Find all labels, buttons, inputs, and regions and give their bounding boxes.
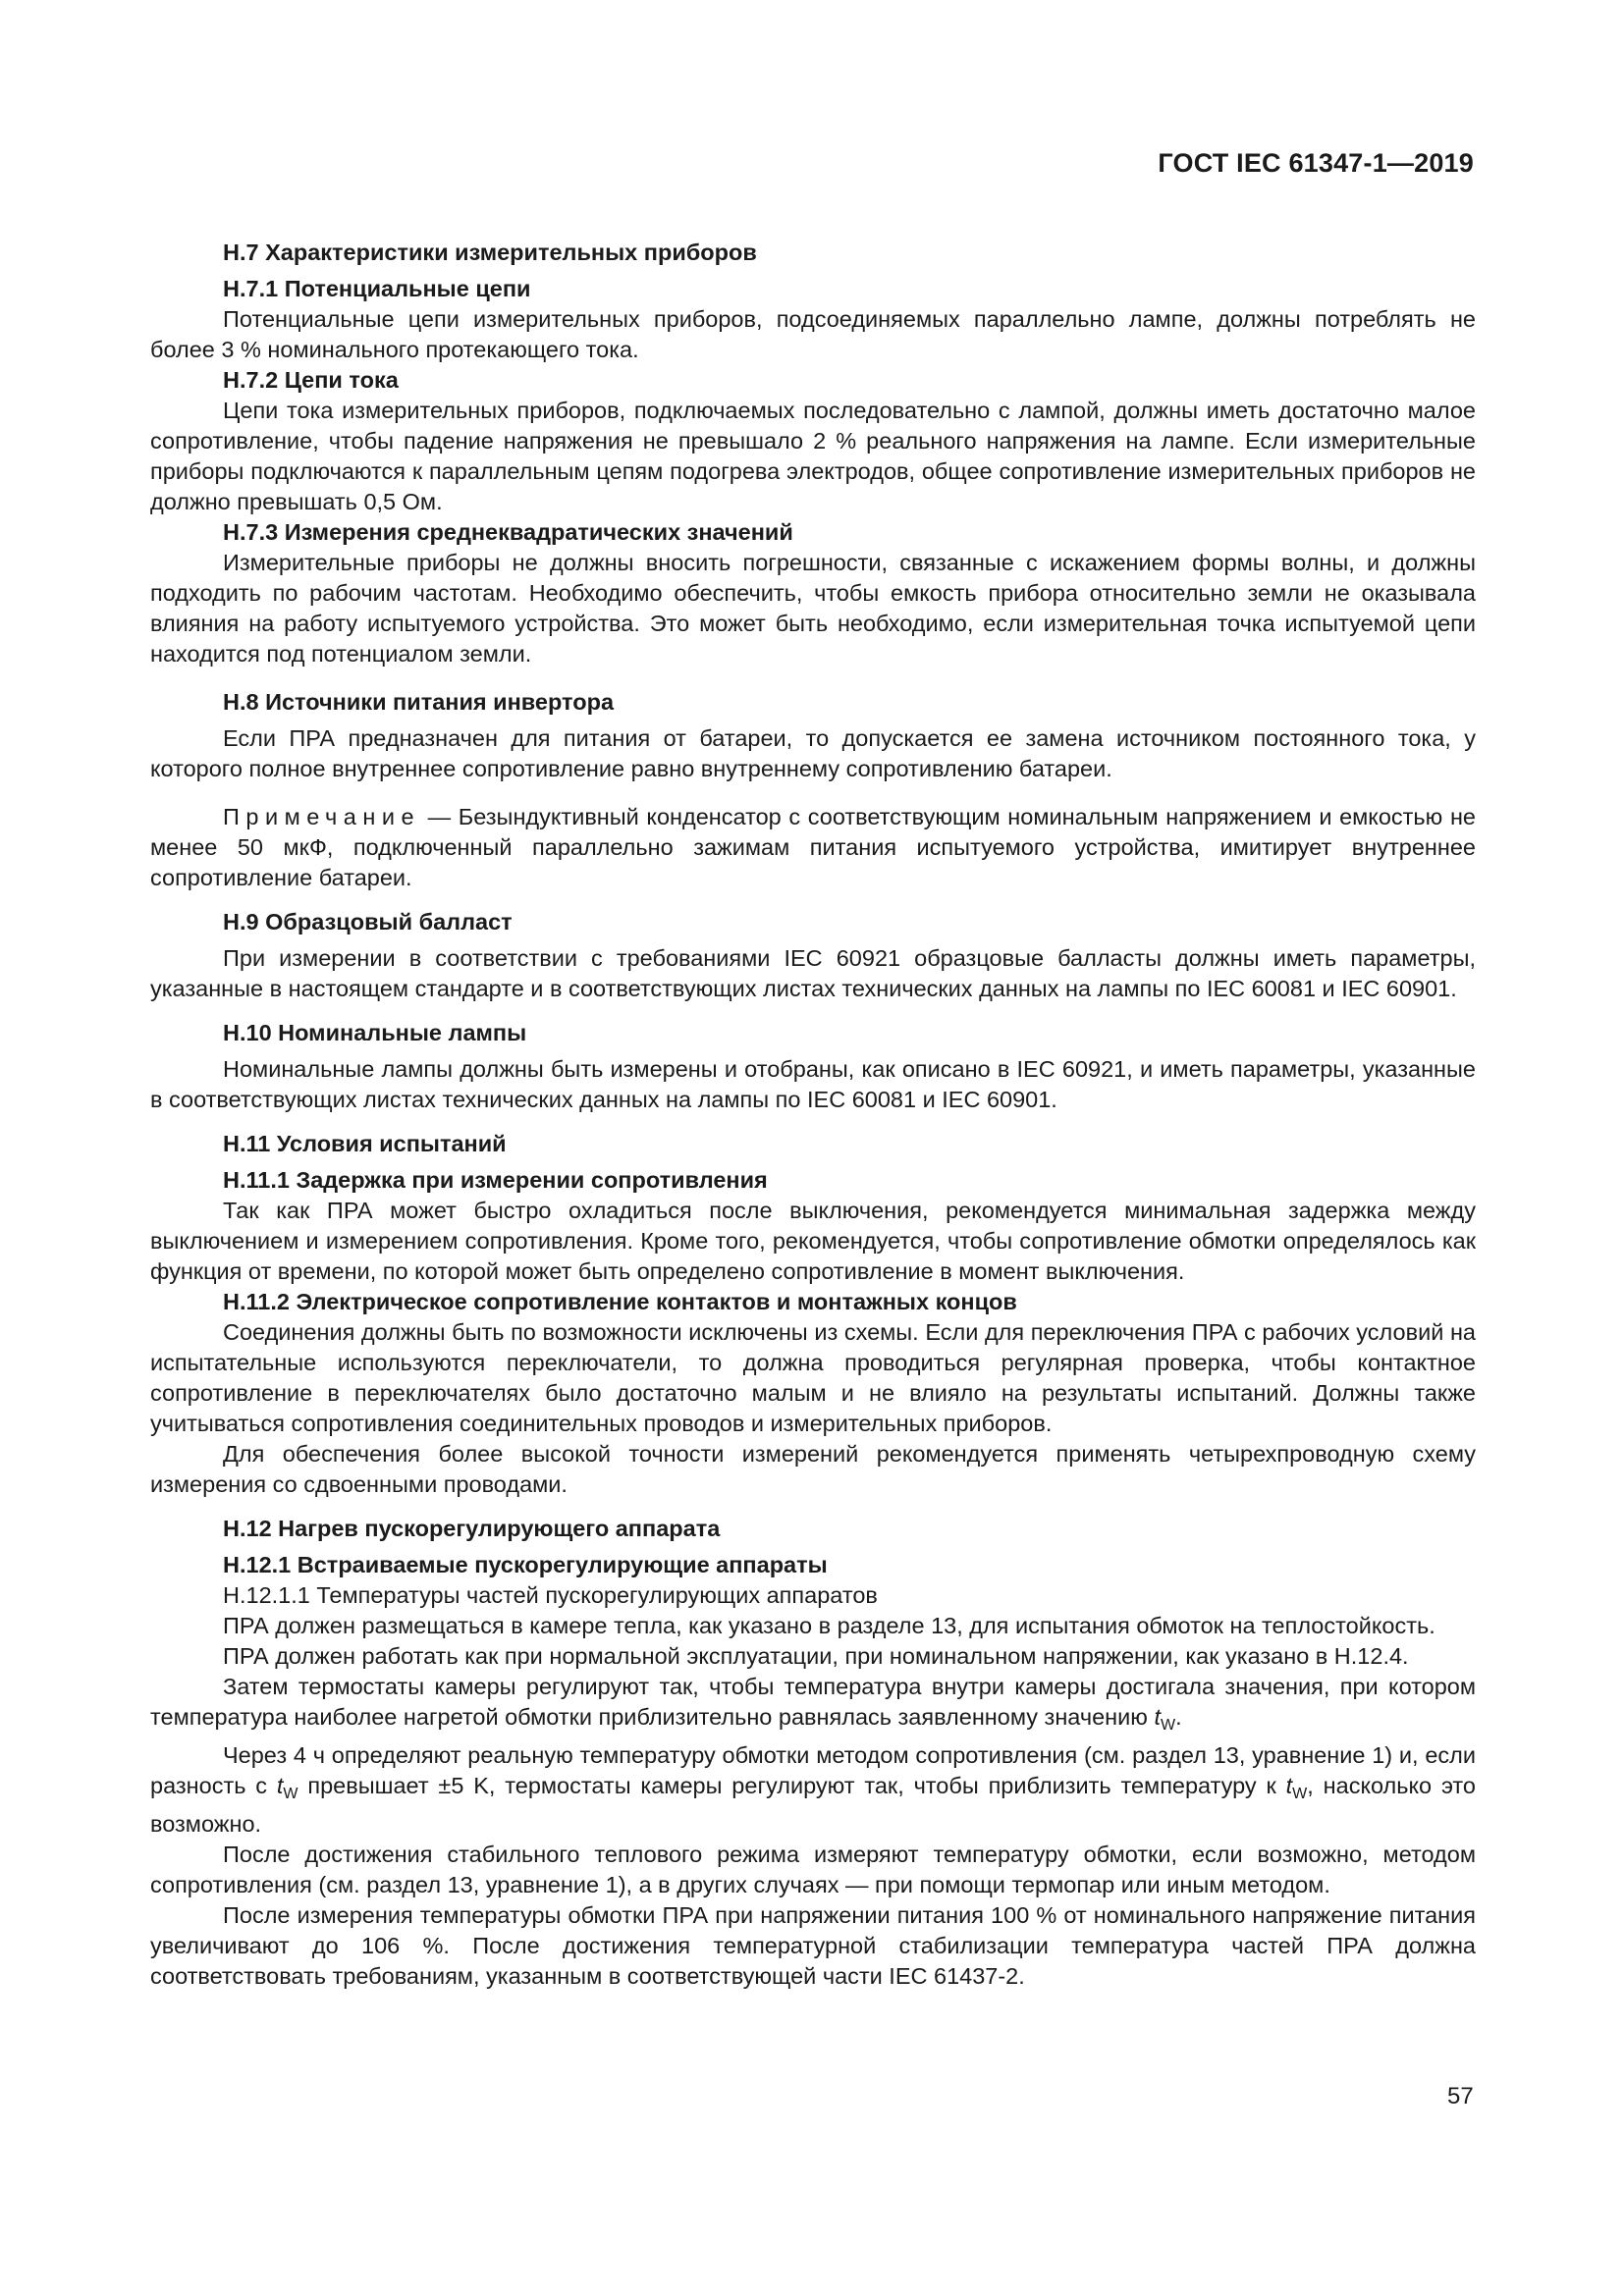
section-h8-title: Н.8 Источники питания инвертора xyxy=(223,689,615,715)
document-standard-header: ГОСТ IEC 61347-1—2019 xyxy=(1158,148,1474,178)
section-h12-1-1-title: Н.12.1.1 Температуры частей пускорегулирующих аппаратов xyxy=(223,1582,878,1608)
text-run: , насколько это возможно. xyxy=(150,1773,1476,1837)
text-run: . xyxy=(1175,1704,1182,1730)
paragraph: ПРА должен размещаться в камере тепла, как указано в разделе 13, для испытания обмоток на теплостойкость. xyxy=(223,1613,1435,1638)
note-paragraph xyxy=(150,802,1476,893)
section-h11-2-title: Н.11.2 Электрическое сопротивление контактов и монтажных концов xyxy=(223,1289,1017,1314)
paragraph: Соединения должны быть по возможности исключены из схемы. Если для переключения ПРА с рабочих условий на испытательные используются переключатели, то должна проводиться регулярная проверка, чтобы контактное сопротивление в переключателях было достаточно малым и не влияло на результаты испытаний. Должны также учитываться сопротивления соединительных проводов и измерительных приборов. xyxy=(150,1319,1476,1436)
text-run: Затем термостаты камеры регулируют так, чтобы температура внутри камеры достигала значения, при котором температура наиболее нагретой обмотки приблизительно равнялась заявленному значению xyxy=(150,1674,1476,1730)
section-h11-1-title: Н.11.1 Задержка при измерении сопротивления xyxy=(223,1167,768,1193)
paragraph: Потенциальные цепи измерительных приборов, подсоединяемых параллельно лампе, должны потреблять не более 3 % номинального протекающего тока. xyxy=(150,306,1476,362)
page-content xyxy=(150,224,1476,1992)
text-run: Через 4 ч определяют реальную температуру обмотки методом сопротивления (см. раздел 13, уравнение 1) и, если разность с xyxy=(150,1742,1476,1798)
paragraph-tw xyxy=(150,1740,1476,1840)
paragraph: После достижения стабильного теплового режима измеряют температуру обмотки, если возможно, методом сопротивления (см. раздел 13, уравнение 1), а в других случаях — при помощи термопар или иным методом. xyxy=(150,1842,1476,1897)
section-h9-title: Н.9 Образцовый балласт xyxy=(223,909,513,934)
paragraph: Для обеспечения более высокой точности измерений рекомендуется применять четырехпроводную схему измерения со сдвоенными проводами. xyxy=(150,1441,1476,1497)
section-h7-1-title: Н.7.1 Потенциальные цепи xyxy=(223,276,531,301)
paragraph: Номинальные лампы должны быть измерены и отобраны, как описано в IEC 60921, и иметь параметры, указанные в соответствующих листах технических данных на лампы по IEC 60081 и IEC 60901. xyxy=(150,1056,1476,1112)
tw-symbol: t xyxy=(1285,1773,1293,1798)
paragraph: ПРА должен работать как при нормальной эксплуатации, при номинальном напряжении, как указано в Н.12.4. xyxy=(223,1643,1409,1669)
section-h7-2-title: Н.7.2 Цепи тока xyxy=(223,367,399,393)
note-text: — Безындуктивный конденсатор с соответствующим номинальным напряжением и емкостью не менее 50 мкФ, подключенный параллельно зажимам питания испытуемого устройства, имитирует внутреннее сопротивление батареи. xyxy=(150,804,1476,890)
tw-subscript: W xyxy=(283,1786,298,1802)
paragraph: При измерении в соответствии с требованиями IEC 60921 образцовые балласты должны иметь параметры, указанные в настоящем стандарте и в соответствующих листах технических данных на лампы по IEC 60081 и IEC 60901. xyxy=(150,945,1476,1001)
section-h7-3-title: Н.7.3 Измерения среднеквадратических значений xyxy=(223,519,793,545)
text-run: превышает ±5 K, термостаты камеры регулируют так, чтобы приблизить температуру к xyxy=(298,1773,1286,1798)
section-h12-title: Н.12 Нагрев пускорегулирующего аппарата xyxy=(223,1516,721,1541)
paragraph: Измерительные приборы не должны вносить погрешности, связанные с искажением формы волны, и должны подходить по рабочим частотам. Необходимо обеспечить, чтобы емкость прибора относительно земли не оказывала влияния на работу испытуемого устройства. Это может быть необходимо, если измерительная точка испытуемой цепи находится под потенциалом земли. xyxy=(150,550,1476,667)
page-number: 57 xyxy=(1447,2083,1474,2109)
paragraph: После измерения температуры обмотки ПРА при напряжении питания 100 % от номинального напряжение питания увеличивают до 106 %. После достижения температурной стабилизации температура частей ПРА должна соответствовать требованиям, указанным в соответствующей части IEC 61437-2. xyxy=(150,1902,1476,1989)
tw-subscript: W xyxy=(1160,1717,1176,1734)
section-h11-title: Н.11 Условия испытаний xyxy=(223,1131,507,1156)
tw-symbol: t xyxy=(276,1773,284,1798)
paragraph: Если ПРА предназначен для питания от батареи, то допускается ее замена источником постоянного тока, у которого полное внутреннее сопротивление равно внутреннему сопротивлению батареи. xyxy=(150,725,1476,781)
paragraph-tw xyxy=(150,1672,1476,1740)
note-label: Примечание xyxy=(223,804,421,829)
paragraph: Так как ПРА может быстро охладиться после выключения, рекомендуется минимальная задержка между выключением и измерением сопротивления. Кроме того, рекомендуется, чтобы сопротивление обмотки определялось как функция от времени, по которой может быть определено сопротивление в момент выключения. xyxy=(150,1198,1476,1284)
section-h7-title: Н.7 Характеристики измерительных приборов xyxy=(223,240,757,265)
paragraph: Цепи тока измерительных приборов, подключаемых последовательно с лампой, должны иметь достаточно малое сопротивление, чтобы падение напряжения не превышало 2 % реального напряжения на лампе. Если измерительные приборы подключаются к параллельным цепям подогрева электродов, общее сопротивление измерительных приборов не должно превышать 0,5 Ом. xyxy=(150,398,1476,514)
section-h10-title: Н.10 Номинальные лампы xyxy=(223,1020,527,1045)
tw-symbol: t xyxy=(1154,1704,1161,1730)
section-h12-1-title: Н.12.1 Встраиваемые пускорегулирующие аппараты xyxy=(223,1552,828,1577)
tw-subscript: W xyxy=(1292,1786,1308,1802)
